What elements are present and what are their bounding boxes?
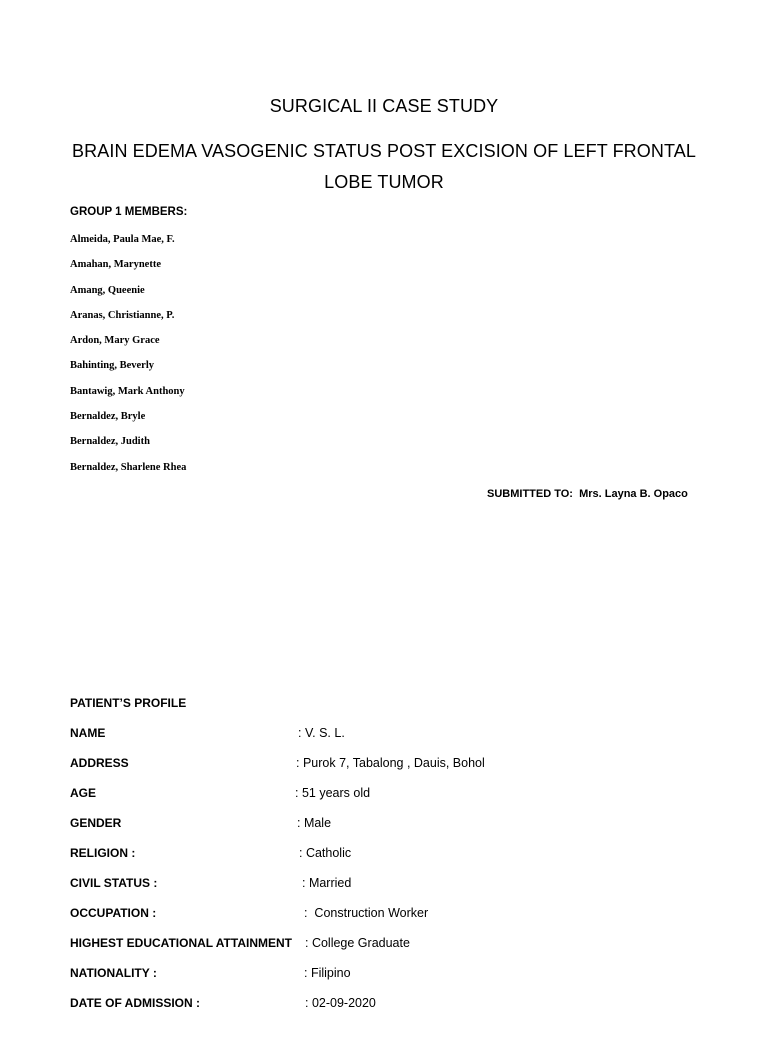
member-item: Bernaldez, Sharlene Rhea xyxy=(70,461,187,473)
member-item: Amang, Queenie xyxy=(70,284,145,296)
profile-label: NATIONALITY : xyxy=(70,966,157,980)
profile-row-nationality xyxy=(70,966,351,984)
document-subtitle-line-1: BRAIN EDEMA VASOGENIC STATUS POST EXCISION OF LEFT FRONTAL xyxy=(72,141,696,161)
profile-label: OCCUPATION : xyxy=(70,906,157,920)
profile-value: : Filipino xyxy=(304,966,351,980)
profile-label: ADDRESS xyxy=(70,756,129,770)
submitted-to: SUBMITTED TO: Mrs. Layna B. Opaco xyxy=(487,488,688,500)
profile-value: : V. S. L. xyxy=(298,726,345,740)
profile-label: HIGHEST EDUCATIONAL ATTAINMENT xyxy=(70,936,292,950)
member-item: Bantawig, Mark Anthony xyxy=(70,385,185,397)
member-item: Bahinting, Beverly xyxy=(70,360,155,372)
profile-value: : 51 years old xyxy=(295,786,371,800)
profile-row-gender xyxy=(70,816,332,834)
group-members-list xyxy=(70,233,186,486)
member-item: Ardon, Mary Grace xyxy=(70,335,160,347)
profile-row-name xyxy=(70,726,345,744)
patient-profile-heading: PATIENT’S PROFILE xyxy=(70,696,187,710)
profile-row-religion xyxy=(70,846,352,864)
profile-label: CIVIL STATUS : xyxy=(70,876,158,890)
profile-label: AGE xyxy=(70,786,97,800)
profile-label: DATE OF ADMISSION : xyxy=(70,996,200,1010)
member-item: Amahan, Marynette xyxy=(70,259,161,271)
profile-value: : 02-09-2020 xyxy=(305,996,376,1010)
profile-value: : Married xyxy=(302,876,352,890)
profile-row-age xyxy=(70,786,371,804)
profile-value: : Construction Worker xyxy=(304,906,429,920)
profile-row-occupation xyxy=(70,906,429,924)
profile-label: RELIGION : xyxy=(70,846,136,860)
profile-value: : Male xyxy=(297,816,332,830)
profile-row-address xyxy=(70,756,485,774)
profile-row-civil-status xyxy=(70,876,352,894)
member-item: Aranas, Christianne, P. xyxy=(70,309,175,321)
profile-value: : College Graduate xyxy=(305,936,410,950)
profile-row-date-of-admission xyxy=(70,996,376,1014)
group-members-heading: GROUP 1 MEMBERS: xyxy=(70,206,188,218)
profile-value: : Purok 7, Tabalong , Dauis, Bohol xyxy=(296,756,485,770)
member-item: Almeida, Paula Mae, F. xyxy=(70,234,175,245)
profile-value: : Catholic xyxy=(299,846,352,860)
profile-label: GENDER xyxy=(70,816,122,830)
member-item: Bernaldez, Bryle xyxy=(70,411,146,423)
document-title: SURGICAL II CASE STUDY xyxy=(269,96,499,116)
member-item: Bernaldez, Judith xyxy=(70,436,150,448)
profile-row-education xyxy=(70,936,410,954)
document-subtitle xyxy=(0,136,768,198)
profile-label: NAME xyxy=(70,726,106,740)
document-subtitle-line-2: LOBE TUMOR xyxy=(324,172,444,192)
